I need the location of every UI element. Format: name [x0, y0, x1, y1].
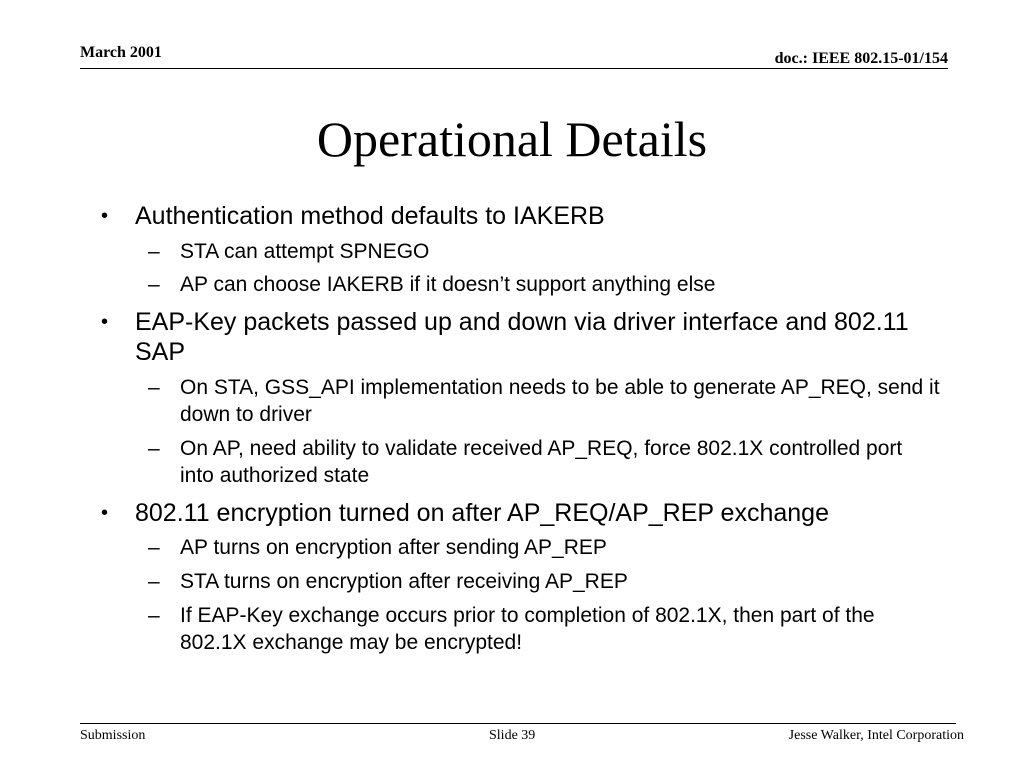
sub-bullet-item	[148, 568, 960, 595]
footer-left: Submission	[80, 728, 146, 743]
sub-bullet-text: STA can attempt SPNEGO	[180, 240, 430, 263]
sub-bullet-item	[148, 534, 960, 561]
footer-divider	[80, 723, 956, 724]
sub-bullet-text: AP can choose IAKERB if it doesn’t support anything else	[180, 273, 716, 296]
sub-bullet-text: If EAP-Key exchange occurs prior to completion of 802.1X, then part of the 802.1X exchange may be encrypted!	[180, 604, 875, 654]
sub-bullet-text: STA turns on encryption after receiving AP_REP	[180, 570, 628, 593]
bullet-item	[101, 307, 935, 367]
bullet-dot-icon: •	[101, 311, 109, 333]
bullet-item	[101, 201, 965, 231]
sub-bullet-item	[148, 374, 940, 428]
sub-bullet-text: On AP, need ability to validate received AP_REQ, force 802.1X controlled port into authorized state	[180, 437, 903, 487]
dash-icon: –	[148, 570, 160, 593]
header-date: March 2001	[80, 44, 162, 61]
slide-title: Operational Details	[316, 111, 708, 167]
sub-bullet-text: On STA, GSS_API implementation needs to be able to generate AP_REQ, send it down to driver	[180, 376, 940, 426]
bullet-dot-icon: •	[101, 205, 109, 227]
dash-icon: –	[148, 240, 160, 263]
footer-slide-number: Slide 39	[489, 728, 536, 743]
bullet-dot-icon: •	[101, 502, 109, 524]
sub-bullet-item	[148, 602, 920, 656]
footer-author: Jesse Walker, Intel Corporation	[788, 728, 964, 743]
dash-icon: –	[148, 437, 160, 460]
sub-bullet-text: AP turns on encryption after sending AP_REP	[180, 536, 607, 559]
bullet-text: Authentication method defaults to IAKERB	[135, 202, 605, 230]
bullet-text: 802.11 encryption turned on after AP_REQ/AP_REP exchange	[135, 499, 829, 527]
header-doc-id: doc.: IEEE 802.15-01/154	[774, 50, 948, 67]
dash-icon: –	[148, 604, 160, 627]
dash-icon: –	[148, 376, 160, 399]
bullet-text: EAP-Key packets passed up and down via driver interface and 802.11 SAP	[135, 308, 909, 366]
sub-bullet-item	[148, 238, 960, 265]
sub-bullet-item	[148, 271, 960, 298]
dash-icon: –	[148, 273, 160, 296]
sub-bullet-item	[148, 435, 920, 489]
dash-icon: –	[148, 536, 160, 559]
bullet-item	[101, 498, 965, 528]
